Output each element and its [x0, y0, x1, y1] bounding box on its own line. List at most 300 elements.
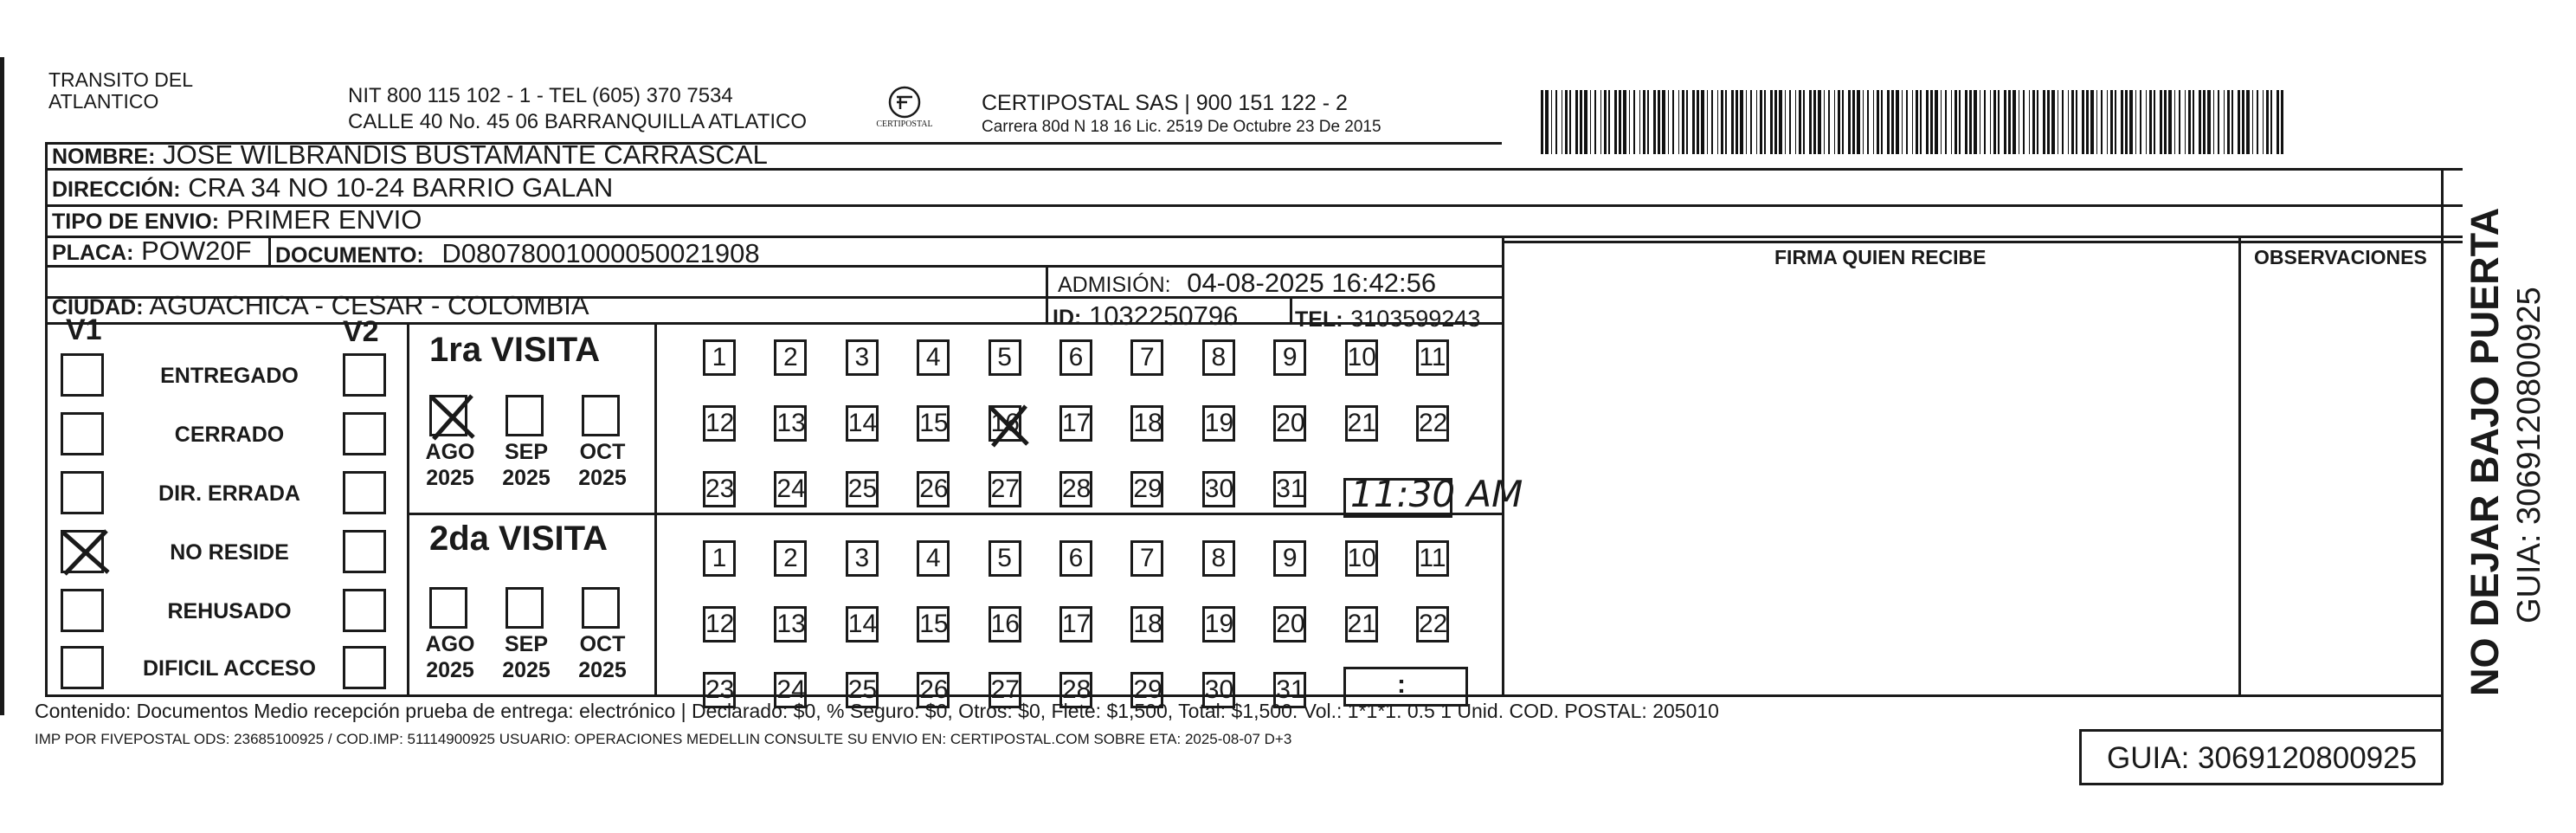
v1-checkbox[interactable]: [61, 589, 104, 632]
day-number: 9: [1282, 343, 1298, 371]
barcode-bar: [2051, 90, 2055, 154]
v2-checkbox[interactable]: [343, 646, 386, 689]
month-checkbox[interactable]: [429, 587, 467, 629]
barcode-bar: [1959, 90, 1961, 154]
year-label: 2025: [502, 466, 551, 490]
barcode-bar: [1756, 90, 1757, 154]
day-number: 4: [925, 343, 941, 371]
day-cell[interactable]: [989, 471, 1021, 507]
barcode-bar: [1770, 90, 1773, 154]
barcode-bar: [2107, 90, 2108, 154]
month-checkbox[interactable]: [582, 395, 620, 436]
day-cell[interactable]: [917, 540, 950, 577]
document-number: D08078001000050021908: [441, 238, 760, 268]
barcode-bar: [1750, 90, 1752, 154]
barcode-bar: [2203, 90, 2206, 154]
day-cell[interactable]: [1202, 339, 1235, 376]
v2-checkbox[interactable]: [343, 530, 386, 573]
day-number: 29: [1133, 475, 1162, 503]
barcode-bar: [1799, 90, 1801, 154]
barcode-bar: [1774, 90, 1777, 154]
address-row: [52, 173, 613, 204]
barcode-bar: [1600, 90, 1601, 154]
barcode-bar: [2277, 90, 2279, 154]
day-number: 16: [990, 610, 1020, 638]
barcode-bar: [1867, 90, 1869, 154]
signature-area[interactable]: [1506, 268, 2237, 693]
day-cell[interactable]: [1273, 471, 1306, 507]
day-cell[interactable]: [1345, 339, 1378, 376]
month-checkbox[interactable]: [506, 395, 544, 436]
day-cell[interactable]: [1202, 606, 1235, 643]
day-cell[interactable]: [989, 540, 1021, 577]
month-checkbox[interactable]: [506, 587, 544, 629]
status-option-label: DIR. ERRADA: [158, 481, 300, 506]
barcode-bar: [2071, 90, 2074, 154]
barcode-bar: [1594, 90, 1596, 154]
day-cell[interactable]: [846, 606, 879, 643]
barcode-bar: [1974, 90, 1977, 154]
barcode-bar: [1896, 90, 1899, 154]
day-number: 3: [854, 343, 870, 371]
day-number: 23: [705, 675, 735, 704]
v1-checkbox[interactable]: [61, 530, 104, 573]
admission-label: ADMISIÓN:: [1058, 273, 1171, 297]
day-cell[interactable]: [1059, 405, 1092, 442]
day-number: 9: [1282, 544, 1298, 572]
vertical-guia-number: GUIA: 3069120800925: [2511, 287, 2547, 623]
v2-checkbox[interactable]: [343, 471, 386, 514]
month-label: OCT: [579, 440, 626, 464]
v1-header: V1: [66, 313, 102, 346]
barcode-bar: [1935, 90, 1938, 154]
day-number: 28: [1062, 475, 1092, 503]
barcode-bar: [1639, 90, 1640, 154]
day-cell[interactable]: [1273, 606, 1306, 643]
phone-value: 3103599243: [1350, 306, 1481, 332]
month-checkbox[interactable]: [582, 587, 620, 629]
day-cell[interactable]: [1130, 471, 1163, 507]
barcode-bar: [2032, 90, 2035, 154]
barcode-bar: [2238, 90, 2240, 154]
barcode-bar: [2090, 90, 2094, 154]
barcode-bar: [2224, 90, 2225, 154]
status-option-label: CERRADO: [174, 423, 285, 447]
day-number: 26: [919, 675, 949, 704]
day-number: 18: [1133, 409, 1162, 437]
barcode-bar: [1608, 90, 1610, 154]
day-number: 22: [1419, 610, 1448, 638]
barcode-bar: [1707, 90, 1708, 154]
month-checkbox[interactable]: [429, 395, 467, 436]
barcode-bar: [2076, 90, 2077, 154]
barcode-bar: [1877, 90, 1879, 154]
barcode-bar: [2188, 90, 2191, 154]
issuer-name: [48, 69, 193, 113]
barcode-bar: [2115, 90, 2116, 154]
barcode-bar: [1545, 90, 1549, 154]
barcode-bar: [1941, 90, 1942, 154]
day-cell[interactable]: [703, 405, 736, 442]
document-label: DOCUMENTO:: [275, 243, 424, 268]
day-number: 14: [847, 409, 878, 437]
recipient-name: JOSE WILBRANDIS BUSTAMANTE CARRASCAL: [163, 139, 768, 170]
day-number: 13: [776, 610, 806, 638]
v1-checkbox[interactable]: [61, 412, 104, 455]
barcode-bar: [1945, 90, 1947, 154]
barcode-bar: [1629, 90, 1630, 154]
plate-row: [52, 236, 252, 268]
barcode-bar: [1760, 90, 1762, 154]
day-number: 17: [1062, 409, 1092, 437]
barcode-bar: [2168, 90, 2172, 154]
barcode-bar: [1565, 90, 1568, 154]
nit-line: NIT 800 115 102 - 1 - TEL (605) 370 7534: [348, 84, 733, 107]
barcode-bar: [1912, 90, 1913, 154]
barcode-bar: [1887, 90, 1890, 154]
barcode-bar: [2008, 90, 2011, 154]
barcode-bar: [1863, 90, 1864, 154]
day-cell[interactable]: [774, 540, 807, 577]
barcode-bar: [1969, 90, 1972, 154]
barcode-bar: [2110, 90, 2113, 154]
checkmark-x-icon: [428, 392, 475, 441]
barcode-bar: [1717, 90, 1718, 154]
year-label: 2025: [578, 658, 627, 682]
barcode-bar: [1809, 90, 1812, 154]
day-number: 31: [1276, 675, 1305, 704]
day-cell[interactable]: [846, 405, 879, 442]
barcode-bar: [2135, 90, 2136, 154]
month-label: SEP: [504, 632, 549, 656]
barcode: [1541, 90, 2285, 154]
barcode-bar: [1725, 90, 1727, 154]
barcode-bar: [2257, 90, 2258, 154]
day-number: 26: [919, 475, 949, 503]
day-cell[interactable]: [989, 606, 1021, 643]
print-info: IMP POR FIVEPOSTAL ODS: 23685100925 / COD.IMP: 51114900925 USUARIO: OPERACIONES MEDELLIN CONSULTE SU ENVIO EN: CERTIPOSTAL.COM SOBRE ETA: 2025-08-07 D+3: [35, 731, 1292, 747]
barcode-bar: [1697, 90, 1699, 154]
barcode-bar: [2146, 90, 2147, 154]
issuer-contact: [348, 83, 807, 135]
day-cell[interactable]: [1416, 405, 1449, 442]
day-number: 19: [1204, 409, 1234, 437]
year-label: 2025: [502, 658, 551, 682]
day-cell[interactable]: [1416, 339, 1449, 376]
barcode-bar: [2125, 90, 2128, 154]
day-number: 7: [1140, 544, 1155, 572]
barcode-bar: [1906, 90, 1908, 154]
barcode-bar: [1838, 90, 1840, 154]
barcode-bar: [2096, 90, 2097, 154]
barcode-bar: [2129, 90, 2133, 154]
day-number: 16: [990, 409, 1020, 437]
first-visit-time-handwritten: 11:30 AM: [1350, 473, 1523, 515]
day-number: 17: [1062, 610, 1092, 638]
day-cell[interactable]: [1202, 405, 1235, 442]
barcode-bar: [2193, 90, 2194, 154]
day-cell[interactable]: [989, 339, 1021, 376]
address-label: DIRECCIÓN:: [52, 178, 181, 202]
logo-text: CERTIPOSTAL: [876, 119, 933, 129]
day-cell[interactable]: [917, 606, 950, 643]
barcode-bar: [2231, 90, 2233, 154]
day-cell[interactable]: [846, 339, 879, 376]
barcode-bar: [2252, 90, 2253, 154]
observations-header: OBSERVACIONES: [2254, 246, 2427, 268]
barcode-bar: [1902, 90, 1903, 154]
barcode-bar: [1731, 90, 1734, 154]
barcode-bar: [1828, 90, 1830, 154]
shipment-type-label: TIPO DE ENVIO:: [52, 210, 220, 234]
observations-area[interactable]: [2244, 268, 2439, 693]
day-cell[interactable]: [1273, 339, 1306, 376]
barcode-bar: [1824, 90, 1825, 154]
barcode-bar: [1891, 90, 1894, 154]
barcode-bar: [1818, 90, 1821, 154]
day-number: 21: [1347, 610, 1376, 638]
id-row: [1053, 301, 1238, 333]
day-cell[interactable]: [1273, 540, 1306, 577]
checkmark-x-icon: [60, 527, 110, 576]
day-cell[interactable]: [1059, 339, 1092, 376]
day-cell[interactable]: [1273, 405, 1306, 442]
barcode-bar: [2270, 90, 2272, 154]
barcode-bar: [1678, 90, 1679, 154]
barcode-bar: [1951, 90, 1952, 154]
year-label: 2025: [426, 658, 474, 682]
barcode-bar: [2086, 90, 2089, 154]
checkmark-x-icon: [988, 403, 1029, 448]
day-number: 25: [847, 475, 878, 503]
barcode-bar: [1916, 90, 1918, 154]
id-label: ID:: [1053, 306, 1082, 330]
day-number: 4: [925, 544, 941, 572]
day-cell[interactable]: [703, 471, 736, 507]
barcode-bar: [1990, 90, 1991, 154]
day-number: 20: [1276, 409, 1305, 437]
shipment-type-row: [52, 205, 422, 236]
city-row: [52, 291, 589, 322]
no-dejar-bajo-puerta: NO DEJAR BAJO PUERTA: [2463, 207, 2507, 696]
status-option-label: DIFICIL ACCESO: [142, 656, 316, 681]
barcode-bar: [1575, 90, 1578, 154]
day-cell[interactable]: [1059, 540, 1092, 577]
barcode-bar: [1643, 90, 1645, 154]
barcode-bar: [2164, 90, 2167, 154]
address-value: CRA 34 NO 10-24 BARRIO GALAN: [188, 172, 614, 203]
v1-checkbox[interactable]: [61, 353, 104, 397]
day-cell[interactable]: [989, 405, 1021, 442]
barcode-bar: [2263, 90, 2264, 154]
name-label: NOMBRE:: [52, 145, 156, 169]
courier-license: Carrera 80d N 18 16 Lic. 2519 De Octubre 23 De 2015: [982, 118, 1381, 136]
barcode-bar: [1619, 90, 1621, 154]
barcode-bar: [2227, 90, 2230, 154]
document-row: [275, 239, 760, 270]
barcode-bar: [2207, 90, 2211, 154]
barcode-bar: [2160, 90, 2162, 154]
v2-checkbox[interactable]: [343, 412, 386, 455]
barcode-bar: [1795, 90, 1796, 154]
day-number: 15: [919, 409, 949, 437]
barcode-bar: [2047, 90, 2050, 154]
barcode-bar: [1672, 90, 1674, 154]
day-cell[interactable]: [774, 471, 807, 507]
barcode-bar: [1682, 90, 1684, 154]
barcode-bar: [2213, 90, 2214, 154]
day-cell[interactable]: [1130, 606, 1163, 643]
day-cell[interactable]: [1130, 339, 1163, 376]
day-cell[interactable]: [917, 471, 950, 507]
barcode-bar: [2154, 90, 2155, 154]
day-cell[interactable]: [703, 540, 736, 577]
barcode-bar: [1569, 90, 1571, 154]
barcode-bar: [1736, 90, 1738, 154]
day-number: 21: [1347, 409, 1376, 437]
day-cell[interactable]: [1130, 405, 1163, 442]
day-number: 8: [1211, 343, 1227, 371]
status-option-label: NO RESIDE: [170, 540, 289, 565]
barcode-bar: [2101, 90, 2103, 154]
barcode-bar: [1692, 90, 1695, 154]
day-number: 10: [1347, 544, 1376, 572]
day-cell[interactable]: [774, 405, 807, 442]
day-cell[interactable]: [1202, 471, 1235, 507]
v2-checkbox[interactable]: [343, 589, 386, 632]
courier-info: [982, 90, 1381, 139]
day-number: 1: [712, 544, 727, 572]
barcode-bar: [1580, 90, 1582, 154]
status-option-label: REHUSADO: [167, 599, 292, 623]
barcode-bar: [2068, 90, 2069, 154]
barcode-bar: [1662, 90, 1665, 154]
second-visit-title: 2da VISITA: [429, 520, 608, 558]
barcode-bar: [1834, 90, 1835, 154]
barcode-bar: [2149, 90, 2152, 154]
barcode-bar: [1541, 90, 1543, 154]
barcode-bar: [1555, 90, 1557, 154]
day-cell[interactable]: [1345, 405, 1378, 442]
barcode-bar: [2012, 90, 2016, 154]
day-cell[interactable]: [1059, 471, 1092, 507]
barcode-bar: [2082, 90, 2084, 154]
day-number: 1: [712, 343, 727, 371]
day-number: 19: [1204, 610, 1234, 638]
day-number: 25: [847, 675, 878, 704]
barcode-bar: [1857, 90, 1860, 154]
barcode-bar: [1551, 90, 1552, 154]
barcode-bar: [2218, 90, 2219, 154]
city-value: AGUACHICA - CESAR - COLOMBIA: [149, 290, 589, 320]
day-number: 11: [1419, 544, 1446, 572]
day-cell[interactable]: [774, 339, 807, 376]
month-label: SEP: [504, 440, 549, 464]
barcode-bar: [1955, 90, 1957, 154]
day-number: 18: [1133, 610, 1162, 638]
barcode-bar: [1785, 90, 1786, 154]
barcode-bar: [2023, 90, 2025, 154]
day-number: 15: [919, 610, 949, 638]
barcode-bar: [1920, 90, 1922, 154]
v1-checkbox[interactable]: [61, 646, 104, 689]
barcode-bar: [2043, 90, 2045, 154]
barcode-bar: [2029, 90, 2030, 154]
second-visit-time-separator: :: [1397, 670, 1406, 699]
day-cell[interactable]: [1202, 540, 1235, 577]
day-cell[interactable]: [774, 606, 807, 643]
day-cell[interactable]: [1416, 540, 1449, 577]
barcode-bar: [1764, 90, 1766, 154]
barcode-bar: [1711, 90, 1713, 154]
phone-row: [1295, 303, 1480, 334]
day-number: 8: [1211, 544, 1227, 572]
barcode-bar: [1633, 90, 1635, 154]
barcode-bar: [2004, 90, 2006, 154]
day-number: 29: [1133, 675, 1162, 704]
day-cell[interactable]: [917, 339, 950, 376]
barcode-bar: [1926, 90, 1929, 154]
guia-number: GUIA: 3069120800925: [2107, 741, 2418, 775]
barcode-bar: [1930, 90, 1933, 154]
day-cell[interactable]: [917, 405, 950, 442]
v1-checkbox[interactable]: [61, 471, 104, 514]
day-number: 31: [1276, 475, 1305, 503]
day-number: 12: [705, 610, 735, 638]
barcode-bar: [1614, 90, 1617, 154]
day-cell[interactable]: [1416, 606, 1449, 643]
month-label: AGO: [425, 632, 475, 656]
barcode-bar: [1740, 90, 1743, 154]
day-number: 23: [705, 475, 735, 503]
day-cell[interactable]: [703, 606, 736, 643]
day-number: 5: [997, 544, 1012, 572]
day-number: 27: [990, 675, 1020, 704]
barcode-bar: [1779, 90, 1782, 154]
id-value: 1032250796: [1088, 300, 1239, 331]
city-label: CIUDAD:: [52, 295, 144, 320]
day-cell[interactable]: [846, 540, 879, 577]
barcode-bar: [2266, 90, 2269, 154]
day-cell[interactable]: [846, 471, 879, 507]
barcode-bar: [2179, 90, 2180, 154]
day-number: 28: [1062, 675, 1092, 704]
barcode-bar: [2185, 90, 2186, 154]
day-number: 24: [776, 475, 806, 503]
barcode-bar: [1721, 90, 1723, 154]
issuer-line-2: ATLANTICO: [48, 90, 159, 113]
day-cell[interactable]: [1345, 606, 1378, 643]
barcode-bar: [2062, 90, 2064, 154]
barcode-bar: [1604, 90, 1607, 154]
day-cell[interactable]: [1059, 606, 1092, 643]
shipment-type-value: PRIMER ENVIO: [226, 204, 422, 235]
day-cell[interactable]: [703, 339, 736, 376]
barcode-bar: [1803, 90, 1805, 154]
admission-row: [1058, 268, 1436, 300]
v2-checkbox[interactable]: [343, 353, 386, 397]
day-number: 2: [783, 544, 798, 572]
barcode-bar: [1873, 90, 1874, 154]
day-number: 24: [776, 675, 806, 704]
barcode-bar: [1584, 90, 1587, 154]
barcode-bar: [2140, 90, 2141, 154]
day-cell[interactable]: [1345, 540, 1378, 577]
barcode-bar: [1653, 90, 1656, 154]
barcode-bar: [2121, 90, 2123, 154]
day-cell[interactable]: [1130, 540, 1163, 577]
day-number: 7: [1140, 343, 1155, 371]
